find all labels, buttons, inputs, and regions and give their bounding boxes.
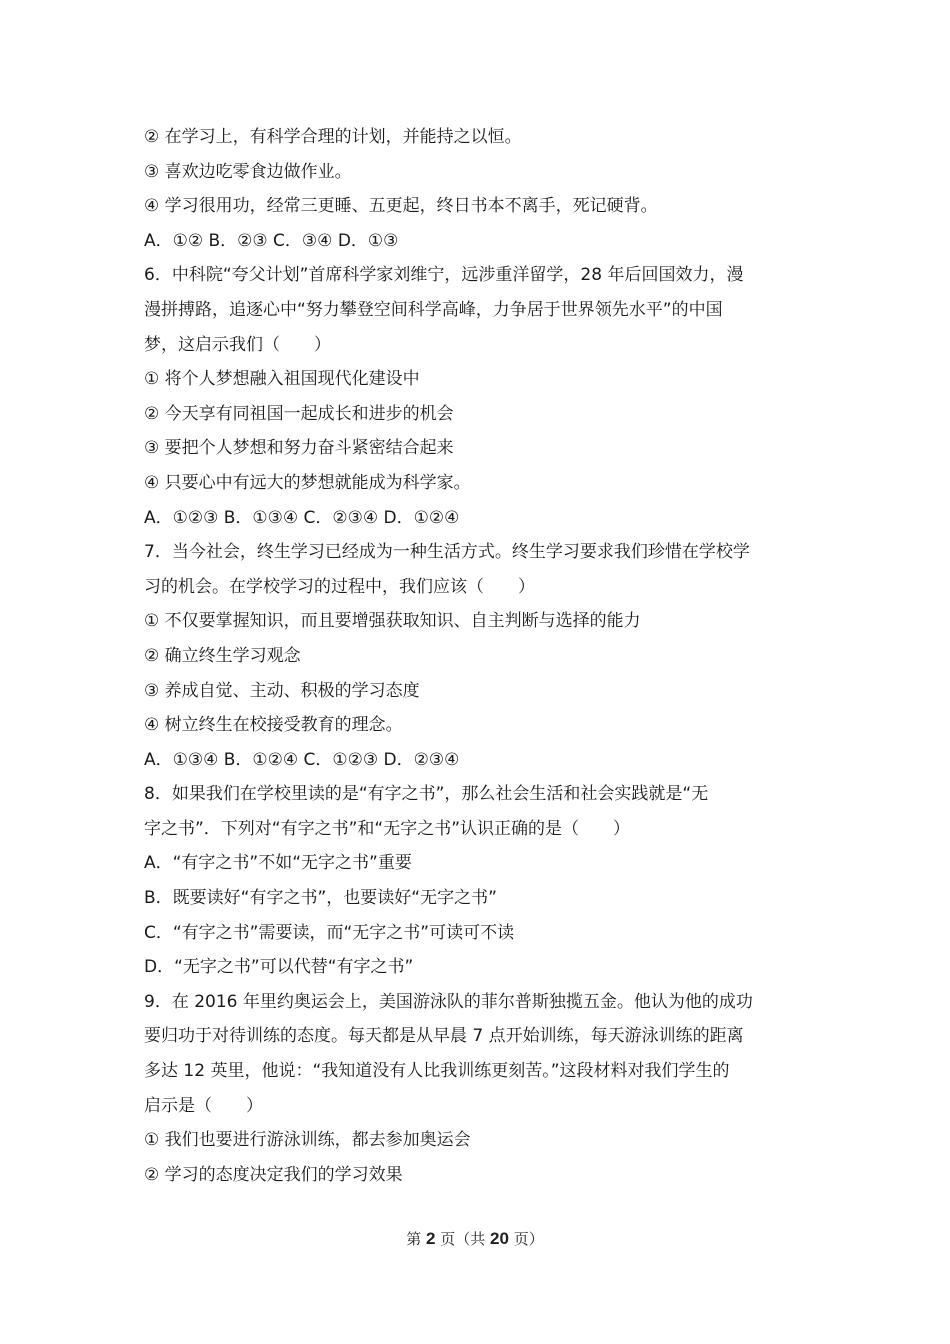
question-stem: 多达 12 英里，他说：“我知道没有人比我训练更刻苦。”这段材料对我们学生的 [144,1061,730,1082]
option-line: ④ 树立终生在校接受教育的理念。 [144,715,403,736]
question-6 [144,258,812,535]
question-8 [144,777,812,985]
question-stem: 习的机会。在学校学习的过程中，我们应该（ ） [144,576,535,597]
question-stem: 9．在 2016 年里约奥运会上，美国游泳队的菲尔普斯独揽五金。他认为他的成功 [144,991,753,1012]
footer-middle: 页（共 [435,1230,491,1248]
option-line: A．“有字之书”不如“无字之书”重要 [144,853,412,874]
option-line: ③ 养成自觉、主动、积极的学习态度 [144,680,420,701]
page-content [144,120,812,1192]
option-line: ④ 只要心中有远大的梦想就能成为科学家。 [144,472,471,493]
option-line: ① 不仅要掌握知识，而且要增强获取知识、自主判断与选择的能力 [144,611,641,632]
option-line: ④ 学习很用功，经常三更睡、五更起，终日书本不离手，死记硬背。 [144,196,658,217]
question-7 [144,535,812,777]
footer-prefix: 第 [406,1230,427,1248]
question-9 [144,985,812,1193]
option-line: ① 我们也要进行游泳训练，都去参加奥运会 [144,1130,471,1151]
current-page-number: 2 [426,1229,436,1248]
option-line: D．“无字之书”可以代替“有字之书” [144,957,414,978]
option-line: ② 学习的态度决定我们的学习效果 [144,1164,403,1185]
answer-choices: A．①③④ B．①②④ C．①②③ D．②③④ [144,749,460,770]
option-line: ② 今天享有同祖国一起成长和进步的机会 [144,403,454,424]
question-stem: 梦，这启示我们（ ） [144,334,331,355]
option-line: ③ 要把个人梦想和努力奋斗紧密结合起来 [144,438,454,459]
question-stem: 要归功于对待训练的态度。每天都是从早晨 7 点开始训练，每天游泳训练的距离 [144,1026,744,1047]
option-line: ③ 喜欢边吃零食边做作业。 [144,161,352,182]
option-line: C．“有字之书”需要读，而“无字之书”可读可不读 [144,922,515,943]
question-stem: 7．当今社会，终生学习已经成为一种生活方式。终生学习要求我们珍惜在学校学 [144,542,750,563]
total-page-count: 20 [490,1229,509,1248]
question-stem: 6．中科院“夸父计划”首席科学家刘维宁，远涉重洋留学，28 年后回国效力，漫 [144,265,744,286]
option-line: ② 在学习上，有科学合理的计划，并能持之以恒。 [144,127,522,147]
answer-choices: A．①②③ B．①③④ C．②③④ D．①②④ [144,507,460,528]
question-stem: 8．如果我们在学校里读的是“有字之书”，那么社会生活和社会实践就是“无 [144,784,709,805]
option-line: ② 确立终生学习观念 [144,645,301,666]
option-line: B．既要读好“有字之书”，也要读好“无字之书” [144,888,497,909]
question-stem: 字之书”．下列对“有字之书”和“无字之书”认识正确的是（ ） [144,818,631,839]
page-footer [0,1228,950,1249]
footer-suffix: 页） [508,1230,544,1248]
question-stem: 漫拼搏路，追逐心中“努力攀登空间科学高峰，力争居于世界领先水平”的中国 [144,299,723,320]
answer-choices: A．①② B．②③ C．③④ D．①③ [144,230,399,251]
question-stem: 启示是（ ） [144,1095,263,1116]
option-line: ① 将个人梦想融入祖国现代化建设中 [144,369,420,390]
